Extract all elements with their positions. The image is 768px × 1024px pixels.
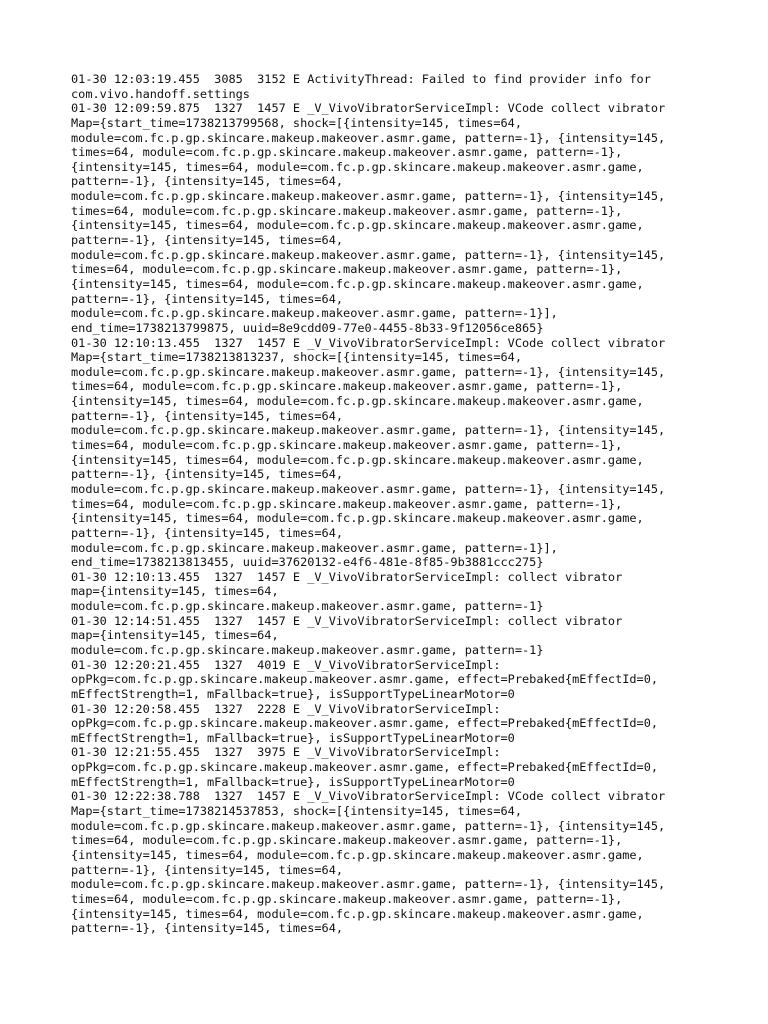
log-line: pattern=-1}, {intensity=145, times=64, (71, 525, 344, 540)
log-line: 01-30 12:20:21.455 1327 4019 E _V_VivoVibratorServiceImpl: (71, 657, 501, 672)
log-line: end_time=1738213813455, uuid=37620132-e4f6-481e-8f85-9b3881ccc275} (71, 555, 544, 570)
log-line: 01-30 12:03:19.455 3085 3152 E ActivityThread: Failed to find provider info for (71, 72, 651, 86)
log-line: module=com.fc.p.gp.skincare.makeup.makeover.asmr.game, pattern=-1}, {intensity=145, (71, 818, 666, 833)
log-line: pattern=-1}, {intensity=145, times=64, (71, 174, 344, 189)
log-line: {intensity=145, times=64, module=com.fc.p.gp.skincare.makeup.makeover.asmr.game, (71, 906, 644, 921)
log-line: pattern=-1}, {intensity=145, times=64, (71, 467, 344, 482)
log-line: Map={start_time=1738213813237, shock=[{intensity=145, times=64, (71, 350, 523, 365)
log-line: Map={start_time=1738214537853, shock=[{intensity=145, times=64, (71, 804, 523, 819)
log-line: 01-30 12:14:51.455 1327 1457 E _V_VivoVibratorServiceImpl: collect vibrator (71, 613, 623, 628)
log-line: times=64, module=com.fc.p.gp.skincare.makeup.makeover.asmr.game, pattern=-1}, (71, 833, 623, 848)
log-line: module=com.fc.p.gp.skincare.makeup.makeover.asmr.game, pattern=-1}, {intensity=145, (71, 130, 666, 145)
log-line: module=com.fc.p.gp.skincare.makeup.makeover.asmr.game, pattern=-1}], (71, 306, 558, 321)
log-line: module=com.fc.p.gp.skincare.makeup.makeover.asmr.game, pattern=-1} (71, 642, 544, 657)
log-line: opPkg=com.fc.p.gp.skincare.makeup.makeover.asmr.game, effect=Prebaked{mEffectId=0, (71, 672, 659, 687)
log-line: Map={start_time=1738213799568, shock=[{intensity=145, times=64, (71, 115, 523, 130)
log-line: times=64, module=com.fc.p.gp.skincare.makeup.makeover.asmr.game, pattern=-1}, (71, 496, 623, 511)
log-line: {intensity=145, times=64, module=com.fc.p.gp.skincare.makeup.makeover.asmr.game, (71, 511, 644, 526)
log-line: times=64, module=com.fc.p.gp.skincare.makeup.makeover.asmr.game, pattern=-1}, (71, 262, 623, 277)
log-line: pattern=-1}, {intensity=145, times=64, (71, 862, 344, 877)
log-line: 01-30 12:21:55.455 1327 3975 E _V_VivoVibratorServiceImpl: (71, 745, 501, 760)
log-line: 01-30 12:22:38.788 1327 1457 E _V_VivoVibratorServiceImpl: VCode collect vibrator (71, 789, 666, 804)
log-line: opPkg=com.fc.p.gp.skincare.makeup.makeover.asmr.game, effect=Prebaked{mEffectId=0, (71, 716, 659, 731)
log-line: times=64, module=com.fc.p.gp.skincare.makeup.makeover.asmr.game, pattern=-1}, (71, 145, 623, 160)
log-line: opPkg=com.fc.p.gp.skincare.makeup.makeover.asmr.game, effect=Prebaked{mEffectId=0, (71, 760, 659, 775)
log-line: mEffectStrength=1, mFallback=true}, isSupportTypeLinearMotor=0 (71, 730, 515, 745)
log-line: mEffectStrength=1, mFallback=true}, isSupportTypeLinearMotor=0 (71, 686, 515, 701)
log-line: map={intensity=145, times=64, (71, 628, 279, 643)
log-line: {intensity=145, times=64, module=com.fc.p.gp.skincare.makeup.makeover.asmr.game, (71, 218, 644, 233)
log-line: 01-30 12:10:13.455 1327 1457 E _V_VivoVibratorServiceImpl: collect vibrator (71, 569, 623, 584)
log-line: map={intensity=145, times=64, (71, 584, 279, 599)
log-line: mEffectStrength=1, mFallback=true}, isSupportTypeLinearMotor=0 (71, 774, 515, 789)
log-line: pattern=-1}, {intensity=145, times=64, (71, 291, 344, 306)
log-line: module=com.fc.p.gp.skincare.makeup.makeover.asmr.game, pattern=-1}, {intensity=145, (71, 364, 666, 379)
log-line: module=com.fc.p.gp.skincare.makeup.makeover.asmr.game, pattern=-1}, {intensity=145, (71, 481, 666, 496)
log-line: times=64, module=com.fc.p.gp.skincare.makeup.makeover.asmr.game, pattern=-1}, (71, 438, 623, 453)
log-line: module=com.fc.p.gp.skincare.makeup.makeover.asmr.game, pattern=-1}, {intensity=145, (71, 423, 666, 438)
log-line: times=64, module=com.fc.p.gp.skincare.makeup.makeover.asmr.game, pattern=-1}, (71, 891, 623, 906)
log-line: com.vivo.handoff.settings (71, 86, 250, 101)
log-line: pattern=-1}, {intensity=145, times=64, (71, 233, 344, 248)
log-line: {intensity=145, times=64, module=com.fc.p.gp.skincare.makeup.makeover.asmr.game, (71, 847, 644, 862)
log-line: 01-30 12:20:58.455 1327 2228 E _V_VivoVibratorServiceImpl: (71, 701, 501, 716)
log-document (71, 72, 711, 936)
log-line: {intensity=145, times=64, module=com.fc.p.gp.skincare.makeup.makeover.asmr.game, (71, 394, 644, 409)
log-line: module=com.fc.p.gp.skincare.makeup.makeover.asmr.game, pattern=-1}, {intensity=145, (71, 247, 666, 262)
log-line: 01-30 12:09:59.875 1327 1457 E _V_VivoVibratorServiceImpl: VCode collect vibrator (71, 101, 666, 116)
log-line: module=com.fc.p.gp.skincare.makeup.makeover.asmr.game, pattern=-1} (71, 599, 544, 614)
log-line: times=64, module=com.fc.p.gp.skincare.makeup.makeover.asmr.game, pattern=-1}, (71, 379, 623, 394)
log-line: times=64, module=com.fc.p.gp.skincare.makeup.makeover.asmr.game, pattern=-1}, (71, 203, 623, 218)
log-line: {intensity=145, times=64, module=com.fc.p.gp.skincare.makeup.makeover.asmr.game, (71, 276, 644, 291)
log-line: pattern=-1}, {intensity=145, times=64, (71, 408, 344, 423)
log-line: module=com.fc.p.gp.skincare.makeup.makeover.asmr.game, pattern=-1}], (71, 540, 558, 555)
log-line: {intensity=145, times=64, module=com.fc.p.gp.skincare.makeup.makeover.asmr.game, (71, 159, 644, 174)
log-line: module=com.fc.p.gp.skincare.makeup.makeover.asmr.game, pattern=-1}, {intensity=145, (71, 189, 666, 204)
log-line: module=com.fc.p.gp.skincare.makeup.makeover.asmr.game, pattern=-1}, {intensity=145, (71, 877, 666, 892)
log-line: 01-30 12:10:13.455 1327 1457 E _V_VivoVibratorServiceImpl: VCode collect vibrator (71, 335, 666, 350)
log-line: pattern=-1}, {intensity=145, times=64, (71, 921, 344, 936)
log-line: {intensity=145, times=64, module=com.fc.p.gp.skincare.makeup.makeover.asmr.game, (71, 452, 644, 467)
log-line: end_time=1738213799875, uuid=8e9cdd09-77e0-4455-8b33-9f12056ce865} (71, 320, 544, 335)
